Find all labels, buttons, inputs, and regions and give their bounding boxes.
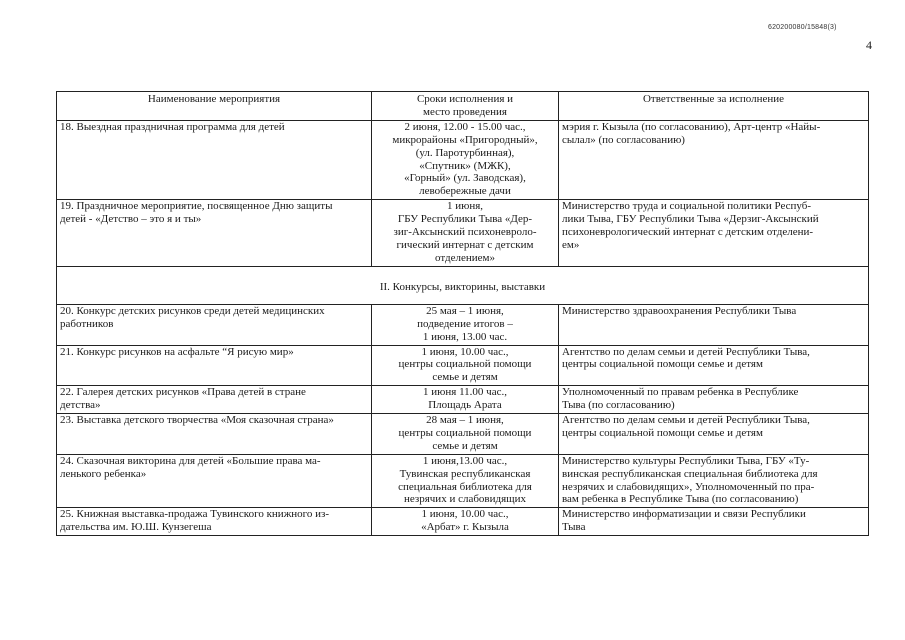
- column-header-responsible: [559, 92, 869, 121]
- cell-text-line: мэрия г. Кызыла (по согласованию), Арт-центр «Найы-: [562, 120, 821, 133]
- event-name-cell: [57, 386, 372, 414]
- cell-text-line: детства»: [60, 399, 101, 412]
- cell-text-line: центры социальной помощи семье и детям: [562, 426, 763, 439]
- cell-text-line: Наименование мероприятия: [147, 93, 281, 105]
- cell-text-line: незрячих и слабовидящих», Уполномоченный по пра-: [562, 480, 815, 493]
- section-row: [57, 266, 869, 304]
- cell-text-line: Министерство здравоохранения Республики Тыва: [562, 304, 797, 317]
- event-dates-cell: [372, 200, 559, 267]
- event-name-cell: [57, 304, 372, 345]
- event-responsible-cell: [559, 414, 869, 455]
- event-responsible-cell: [559, 454, 869, 508]
- cell-text-line: семье и детям: [432, 439, 498, 452]
- cell-text-line: Министерство труда и социальной политики Респуб-: [562, 200, 812, 213]
- table-row: [57, 200, 869, 267]
- event-name-cell: [57, 120, 372, 199]
- table-row: [57, 345, 869, 386]
- cell-text-line: Агентство по делам семьи и детей Республики Тыва,: [562, 345, 810, 358]
- table-body-section-1: [57, 120, 869, 266]
- cell-text-line: «Арбат» г. Кызыла: [421, 521, 509, 534]
- cell-text-line: вам ребенка в Республике Тыва (по согласованию): [562, 493, 799, 506]
- cell-text-line: 28 мая – 1 июня,: [426, 414, 504, 427]
- cell-text-line: левобережные дачи: [419, 185, 511, 198]
- cell-text-line: (ул. Паротурбинная),: [415, 146, 515, 159]
- cell-text-line: Уполномоченный по правам ребенка в Республике: [562, 386, 799, 399]
- cell-text-line: дательства им. Ю.Ш. Кунзегеша: [60, 521, 212, 534]
- cell-text-line: детей - «Детство – это я и ты»: [60, 213, 202, 226]
- cell-text-line: сылал» (по согласованию): [562, 133, 685, 146]
- table-header-row: [57, 92, 869, 121]
- cell-text-line: Ответственные за исполнение: [642, 93, 785, 105]
- event-responsible-cell: [559, 304, 869, 345]
- cell-text-line: ГБУ Республики Тыва «Дер-: [397, 213, 533, 226]
- cell-text-line: центры социальной помощи: [398, 358, 532, 371]
- table-row: [57, 304, 869, 345]
- cell-text-line: отделением»: [435, 251, 495, 264]
- cell-text-line: специальная библиотека для: [398, 480, 532, 493]
- cell-text-line: «Спутник» (МЖК),: [419, 159, 511, 172]
- event-name-cell: [57, 345, 372, 386]
- cell-text-line: Агентство по делам семьи и детей Республики Тыва,: [562, 414, 810, 427]
- cell-text-line: Тыва: [562, 521, 586, 534]
- cell-text-line: 21. Конкурс рисунков на асфальте “Я рисую мир»: [60, 345, 294, 358]
- cell-text-line: Министерство информатизации и связи Республики: [562, 508, 806, 521]
- event-name-cell: [57, 508, 372, 536]
- cell-text-line: Сроки исполнения и: [416, 93, 514, 105]
- event-dates-cell: [372, 386, 559, 414]
- cell-text-line: центры социальной помощи семье и детям: [562, 358, 763, 371]
- cell-text-line: «Горный» (ул. Заводская),: [404, 172, 526, 185]
- cell-text-line: подведение итогов –: [417, 317, 513, 330]
- cell-text-line: 1 июня,13.00 час.,: [422, 454, 508, 467]
- cell-text-line: место проведения: [423, 105, 507, 118]
- cell-text-line: 2 июня, 12.00 - 15.00 час.,: [404, 120, 526, 133]
- event-name-cell: [57, 454, 372, 508]
- cell-text-line: Тувинская республиканская: [399, 467, 531, 480]
- event-dates-cell: [372, 454, 559, 508]
- cell-text-line: микрорайоны «Пригородный»,: [392, 133, 538, 146]
- event-dates-cell: [372, 304, 559, 345]
- cell-text-line: незрячих и слабовидящих: [403, 493, 527, 506]
- event-dates-cell: [372, 120, 559, 199]
- cell-text-line: зиг-Аксынский психоневроло-: [393, 226, 537, 239]
- cell-text-line: 20. Конкурс детских рисунков среди детей медицинских: [60, 304, 325, 317]
- cell-text-line: 1 июня, 13.00 час.: [422, 330, 508, 343]
- cell-text-line: Министерство культуры Республики Тыва, ГБУ «Ту-: [562, 454, 810, 467]
- event-responsible-cell: [559, 120, 869, 199]
- events-table: [56, 91, 869, 536]
- cell-text-line: психоневрологический интернат с детским отделени-: [562, 226, 814, 239]
- cell-text-line: 1 июня,: [446, 200, 484, 213]
- page-number: 4: [866, 38, 872, 52]
- table-row: [57, 508, 869, 536]
- cell-text-line: 25 мая – 1 июня,: [426, 304, 504, 317]
- event-name-cell: [57, 414, 372, 455]
- cell-text-line: Тыва (по согласованию): [562, 399, 675, 412]
- table-row: [57, 120, 869, 199]
- cell-text-line: 18. Выездная праздничная программа для детей: [60, 120, 285, 133]
- column-header-name: [57, 92, 372, 121]
- cell-text-line: ем»: [562, 238, 580, 251]
- section-title: II. Конкурсы, викторины, выставки: [57, 266, 869, 304]
- event-responsible-cell: [559, 386, 869, 414]
- column-header-dates: [372, 92, 559, 121]
- table-body-section-2: [57, 304, 869, 535]
- cell-text-line: винская республиканская специальная библиотека для: [562, 467, 818, 480]
- cell-text-line: центры социальной помощи: [398, 426, 532, 439]
- cell-text-line: семье и детям: [432, 371, 498, 384]
- event-dates-cell: [372, 508, 559, 536]
- cell-text-line: ленького ребенка»: [60, 467, 147, 480]
- cell-text-line: 25. Книжная выставка-продажа Тувинского книжного из-: [60, 508, 330, 521]
- event-dates-cell: [372, 345, 559, 386]
- event-dates-cell: [372, 414, 559, 455]
- cell-text-line: 1 июня, 10.00 час.,: [421, 345, 509, 358]
- event-responsible-cell: [559, 508, 869, 536]
- cell-text-line: 1 июня 11.00 час.,: [423, 386, 507, 399]
- event-name-cell: [57, 200, 372, 267]
- cell-text-line: 19. Праздничное мероприятие, посвященное Дню защиты: [60, 200, 333, 213]
- event-responsible-cell: [559, 345, 869, 386]
- cell-text-line: 24. Сказочная викторина для детей «Большие права ма-: [60, 454, 321, 467]
- cell-text-line: 22. Галерея детских рисунков «Права детей в стране: [60, 386, 306, 399]
- document-code: 620200080/15848(3): [768, 24, 837, 31]
- table-row: [57, 386, 869, 414]
- table-row: [57, 454, 869, 508]
- cell-text-line: работников: [60, 317, 114, 330]
- cell-text-line: лики Тыва, ГБУ Республики Тыва «Дерзиг-Аксынский: [562, 213, 819, 226]
- cell-text-line: гический интернат с детским: [396, 238, 534, 251]
- cell-text-line: 1 июня, 10.00 час.,: [421, 508, 509, 521]
- event-responsible-cell: [559, 200, 869, 267]
- cell-text-line: 23. Выставка детского творчества «Моя сказочная страна»: [60, 414, 334, 427]
- cell-text-line: Площадь Арата: [428, 399, 502, 412]
- table-row: [57, 414, 869, 455]
